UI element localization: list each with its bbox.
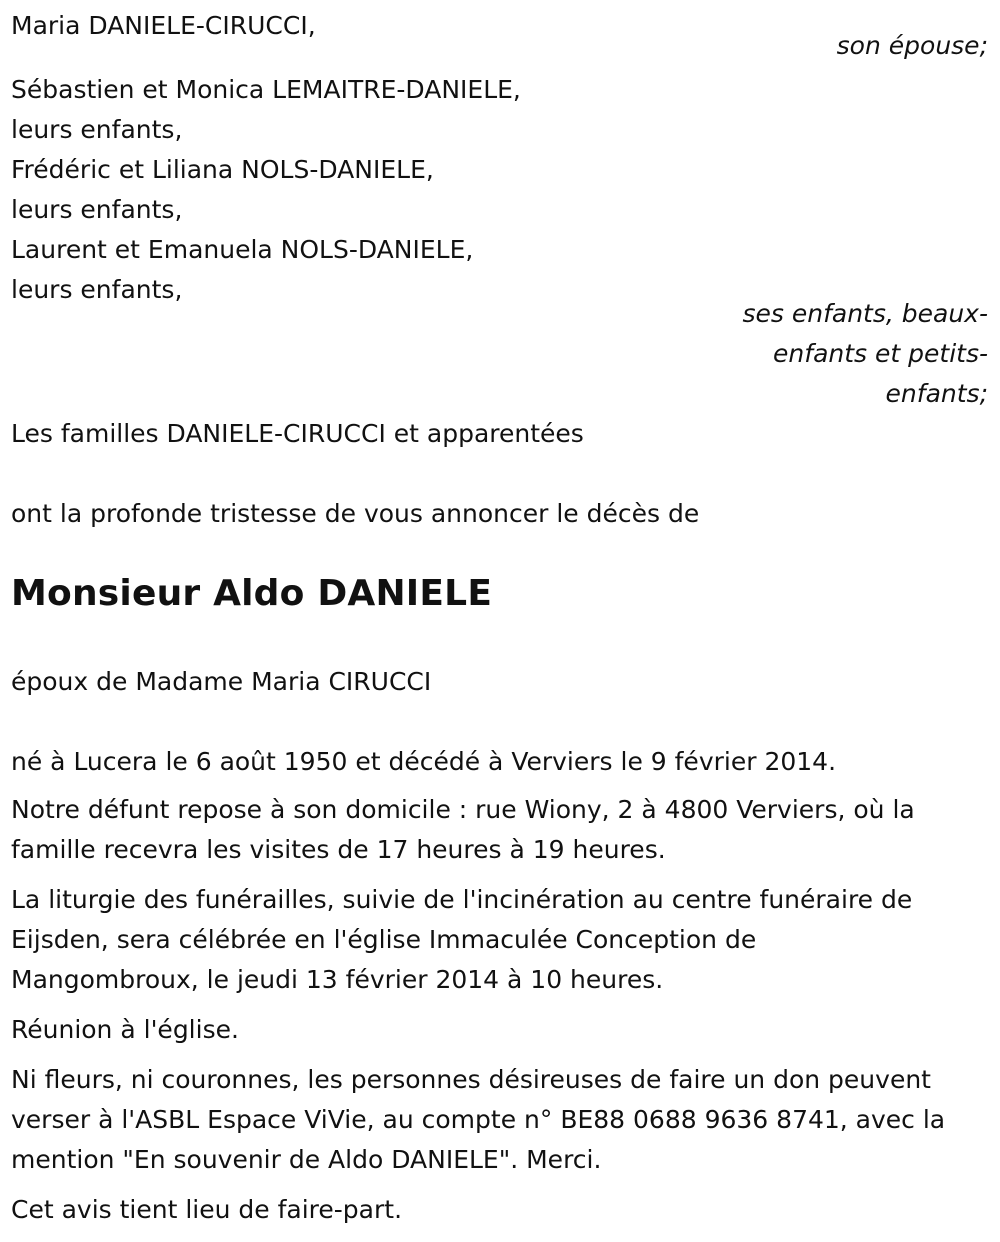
liturgy-line: La liturgie des funérailles, suivie de l'incinération au centre funéraire de <box>11 885 913 914</box>
child-name: Laurent et Emanuela NOLS-DANIELE, <box>11 235 474 264</box>
child-note: leurs enfants, <box>11 115 183 144</box>
child-note: leurs enfants, <box>11 195 183 224</box>
repose-paragraph <box>11 790 991 870</box>
donation-paragraph <box>11 1060 991 1180</box>
liturgy-paragraph <box>11 880 991 1000</box>
deceased-name: Monsieur Aldo DANIELE <box>11 573 493 614</box>
spouse-role: son épouse; <box>836 31 988 60</box>
birth-death-line: né à Lucera le 6 août 1950 et décédé à Verviers le 9 février 2014. <box>11 747 837 776</box>
donation-line: Ni fleurs, ni couronnes, les personnes désireuses de faire un don peuvent <box>11 1065 931 1094</box>
repose-line: famille recevra les visites de 17 heures à 19 heures. <box>11 835 666 864</box>
donation-line: verser à l'ASBL Espace ViVie, au compte n° BE88 0688 9636 8741, avec la <box>11 1105 946 1134</box>
meeting-line: Réunion à l'église. <box>11 1015 239 1044</box>
closing-paragraph <box>11 1190 991 1230</box>
children-block <box>11 70 990 414</box>
donation-line: mention "En souvenir de Aldo DANIELE". Merci. <box>11 1145 602 1174</box>
spouse-block <box>11 6 990 66</box>
meeting-paragraph <box>11 1010 991 1050</box>
families-line: Les familles DANIELE-CIRUCCI et apparentées <box>11 419 584 448</box>
liturgy-line: Mangombroux, le jeudi 13 février 2014 à 10 heures. <box>11 965 664 994</box>
spouse-name: Maria DANIELE-CIRUCCI, <box>11 11 316 40</box>
deceased-spouse: époux de Madame Maria CIRUCCI <box>11 667 432 696</box>
liturgy-line: Eijsden, sera célébrée en l'église Immaculée Conception de <box>11 925 757 954</box>
children-role-line: enfants; <box>885 379 988 408</box>
child-note: leurs enfants, <box>11 275 183 304</box>
announcement: ont la profonde tristesse de vous annoncer le décès de <box>11 499 700 528</box>
children-role-line: ses enfants, beaux- <box>742 299 988 328</box>
child-name: Sébastien et Monica LEMAITRE-DANIELE, <box>11 75 521 104</box>
repose-line: Notre défunt repose à son domicile : rue Wiony, 2 à 4800 Verviers, où la <box>11 795 915 824</box>
child-name: Frédéric et Liliana NOLS-DANIELE, <box>11 155 434 184</box>
children-role-line: enfants et petits- <box>773 339 988 368</box>
closing-line: Cet avis tient lieu de faire-part. <box>11 1195 403 1224</box>
